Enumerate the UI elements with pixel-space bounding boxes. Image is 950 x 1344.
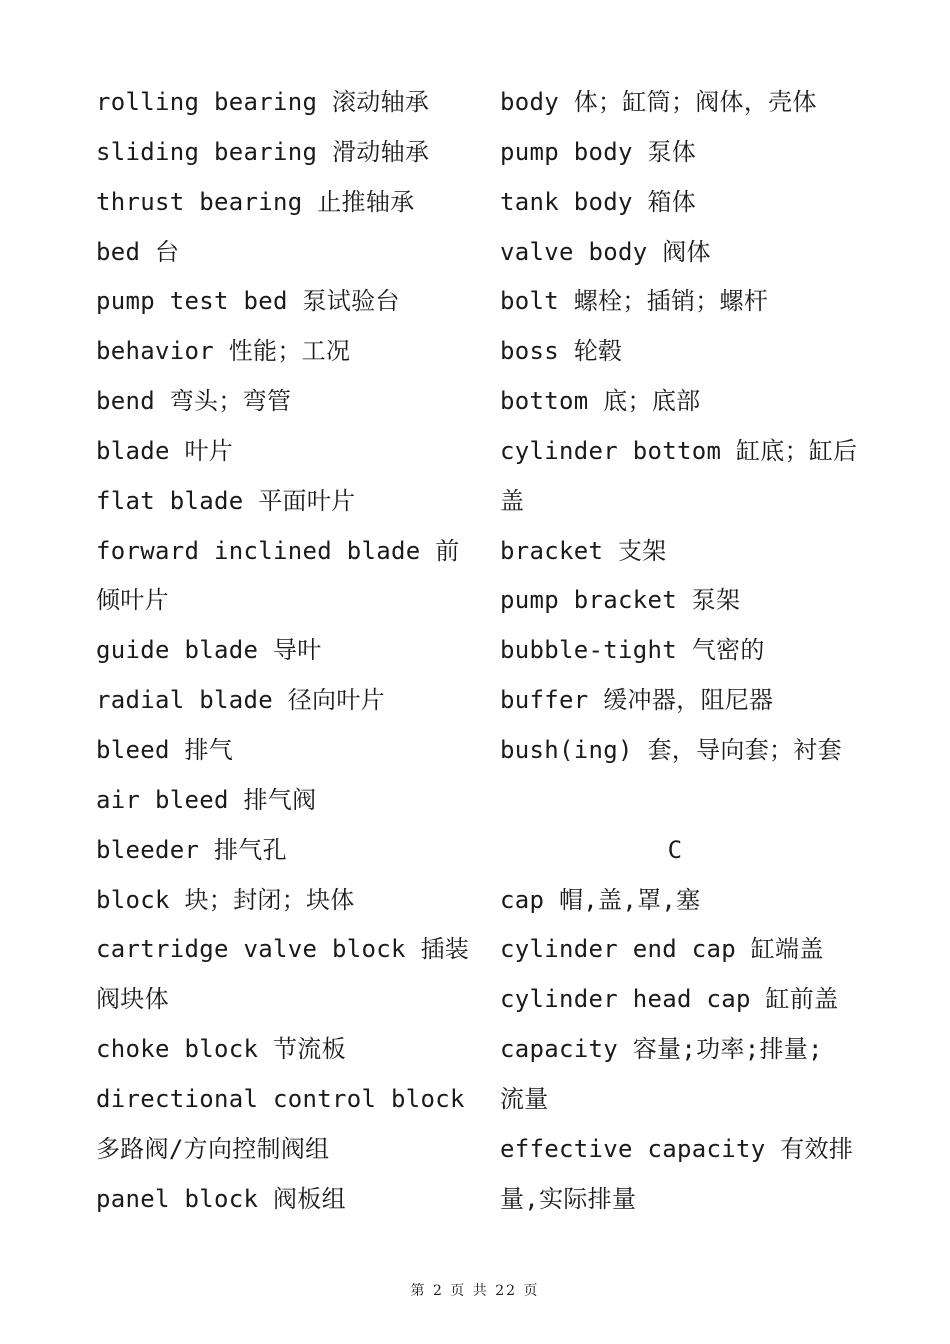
- term-line: cylinder bottom 缸底；缸后: [500, 436, 858, 465]
- blank-line: [500, 776, 880, 826]
- term-line: pump test bed 泵试验台: [96, 287, 400, 316]
- page-footer: 第 2 页 共 22 页: [410, 1283, 540, 1299]
- term-line: bleeder 排气孔: [96, 835, 287, 864]
- term-line: pump bracket 泵架: [500, 586, 741, 615]
- term-line: capacity 容量;功率;排量;: [500, 1035, 823, 1064]
- term-line: sliding bearing 滑动轴承: [96, 137, 430, 166]
- term-line: bracket 支架: [500, 536, 667, 565]
- term-line: air bleed 排气阀: [96, 785, 317, 814]
- term-line: bolt 螺栓；插销；螺杆: [500, 287, 769, 316]
- term-line: buffer 缓冲器，阻尼器: [500, 686, 774, 715]
- term-line: thrust bearing 止推轴承: [96, 187, 415, 216]
- term-line: panel block 阀板组: [96, 1184, 346, 1213]
- term-line: valve body 阀体: [500, 237, 711, 266]
- term-line: block 块；封闭；块体: [96, 885, 355, 914]
- term-line: directional control block: [96, 1084, 465, 1113]
- term-line: pump body 泵体: [500, 137, 697, 166]
- term-line: 盖: [500, 486, 525, 515]
- term-line: guide blade 导叶: [96, 636, 322, 665]
- term-line: tank body 箱体: [500, 187, 697, 216]
- term-line: 多路阀/方向控制阀组: [96, 1134, 330, 1163]
- right-column: [500, 78, 880, 1224]
- term-line: choke block 节流板: [96, 1035, 346, 1064]
- term-line: forward inclined blade 前: [96, 536, 460, 565]
- term-line: rolling bearing 滚动轴承: [96, 88, 430, 116]
- term-line: 量,实际排量: [500, 1184, 637, 1213]
- term-line: bush(ing) 套，导向套；衬套: [500, 735, 842, 764]
- section-letter: C: [667, 835, 683, 864]
- term-line: boss 轮毂: [500, 337, 623, 366]
- term-line: body 体；缸筒；阀体，壳体: [500, 88, 817, 116]
- term-line: flat blade 平面叶片: [96, 486, 356, 515]
- term-line: behavior 性能；工况: [96, 337, 351, 366]
- term-line: cap 帽,盖,罩,塞: [500, 885, 701, 914]
- term-line: 流量: [500, 1084, 549, 1113]
- term-line: radial blade 径向叶片: [96, 686, 385, 715]
- term-line: bed 台: [96, 237, 180, 266]
- term-line: cylinder end cap 缸端盖: [500, 935, 824, 964]
- term-line: bend 弯头；弯管: [96, 387, 292, 416]
- term-line: effective capacity 有效排: [500, 1134, 854, 1163]
- term-line: 倾叶片: [96, 586, 169, 615]
- term-line: bleed 排气: [96, 735, 234, 764]
- term-line: blade 叶片: [96, 436, 234, 465]
- term-line: bottom 底；底部: [500, 387, 701, 416]
- term-line: cylinder head cap 缸前盖: [500, 985, 839, 1014]
- left-column: [96, 78, 476, 1224]
- term-line: 阀块体: [96, 985, 169, 1014]
- term-line: bubble-tight 气密的: [500, 636, 765, 665]
- term-line: cartridge valve block 插装: [96, 935, 470, 964]
